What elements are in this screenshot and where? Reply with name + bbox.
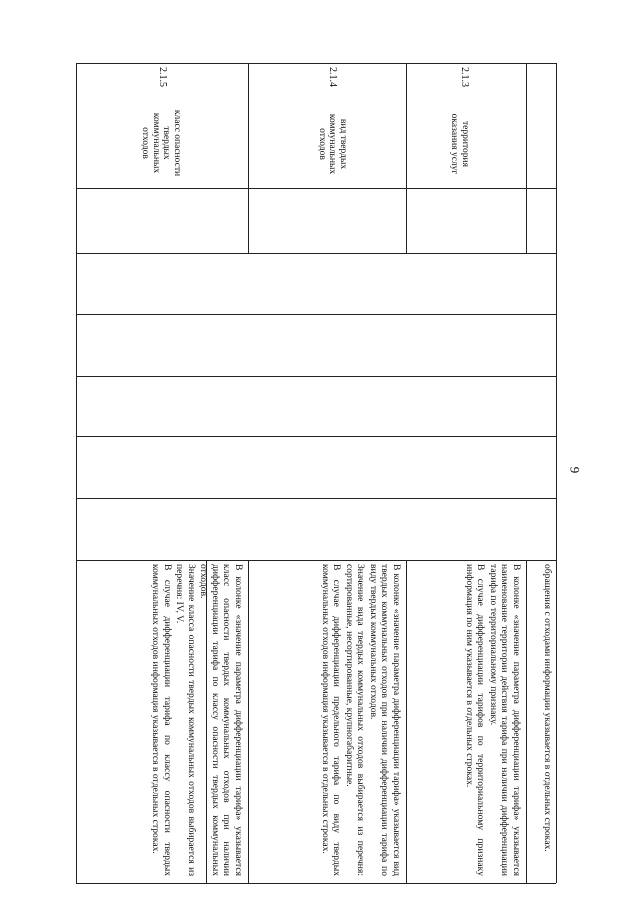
table-line bbox=[76, 883, 556, 884]
table-line bbox=[76, 498, 556, 499]
row-description: обращения с отходами информации указывается в отдельных строках. bbox=[542, 564, 553, 852]
table-line bbox=[406, 63, 407, 253]
table-line bbox=[526, 560, 527, 883]
row-description: В колонке «значение параметра дифференциации тарифа» указывается класс опасности твердых коммунальных отходов при наличии дифференциации тарифа по классу опасности твердых коммунальных отходов. Значение класса опасности твердых коммунальных отходов выбирается из перечня: IV, V. В случае дифференциации тарифа по классу опасности твердых коммунальных отходов информация указывается в отдельных строках. bbox=[150, 564, 244, 876]
table-line bbox=[76, 376, 556, 377]
table-line bbox=[76, 63, 556, 64]
row-label: вид твердых коммунальных отходов bbox=[317, 113, 348, 175]
table-line bbox=[248, 63, 249, 253]
row-description: В колонке «значение параметра дифференциации тарифа» указывается вид твердых коммунальных отходов при наличии дифференциации тарифа по виду твердых коммунальных отходов. Значение вида твердых коммунальных отходов выбирается из перечня: сортированные, несортированные, крупногабаритные. В случае дифференциации предельного тарифа по виду твердых коммунальных отходов информация указывается в отдельных строках. bbox=[320, 564, 402, 876]
table-line bbox=[248, 560, 249, 883]
table-line bbox=[76, 253, 556, 254]
table-line bbox=[76, 436, 556, 437]
row-description: В колонке «значение параметра дифференциации тарифа» указывается наименование территории действия тарифа при наличии дифференциации тарифа по территориальному признаку. В случае дифференциации тарифов по территориальному признаку информация по ним указывается в отдельных строках. bbox=[464, 564, 522, 876]
table-line bbox=[556, 63, 557, 883]
table-line bbox=[76, 560, 556, 561]
table-line bbox=[76, 63, 77, 883]
table-line bbox=[76, 314, 556, 315]
row-number: 2.1.4 bbox=[327, 67, 338, 87]
row-number: 2.1.5 bbox=[157, 67, 168, 87]
row-label: территория оказания услуг bbox=[449, 113, 470, 175]
table-line bbox=[76, 188, 556, 189]
table-line bbox=[526, 63, 527, 253]
page-number: 9 bbox=[567, 466, 583, 474]
row-number: 2.1.3 bbox=[459, 67, 470, 87]
row-label: класс опасности твердых коммунальных отходов bbox=[140, 109, 182, 177]
table-line bbox=[406, 560, 407, 883]
